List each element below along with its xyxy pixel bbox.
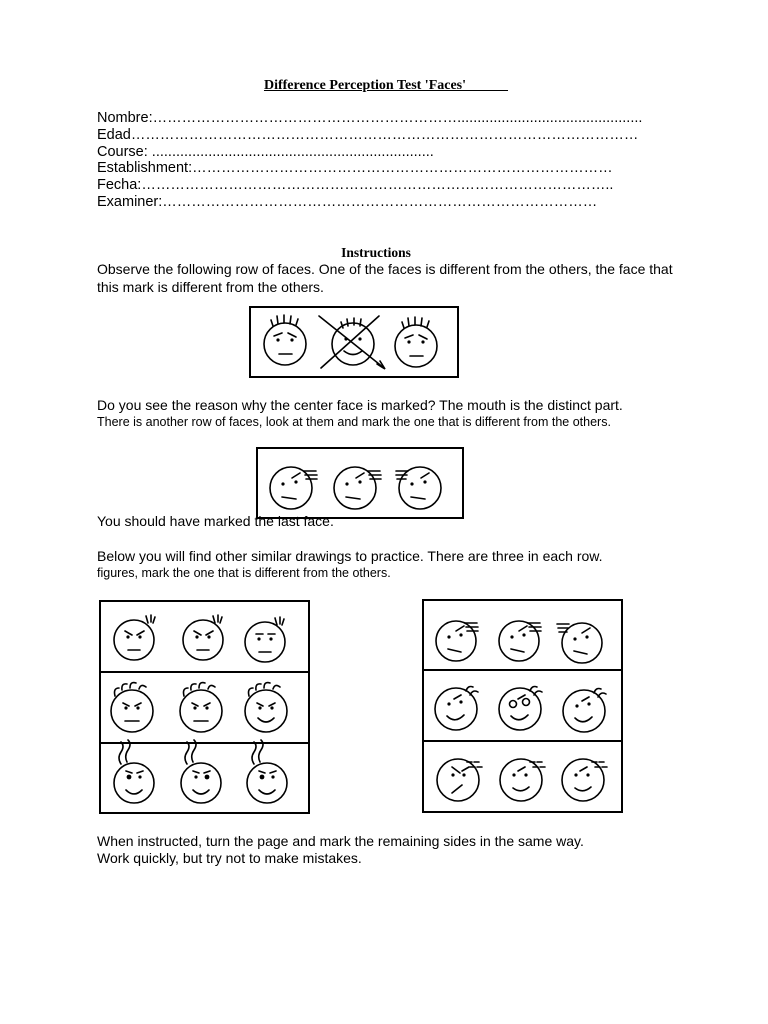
face-neutral-hair-3[interactable] bbox=[395, 317, 437, 367]
example-row-2 bbox=[256, 447, 464, 519]
face-left-r3-1[interactable] bbox=[114, 740, 154, 803]
field-edad[interactable]: Edad…………………………………………………………………………………………… bbox=[97, 126, 639, 143]
should-have-line: You should have marked the last face. bbox=[97, 513, 334, 529]
face-left-r3-2[interactable] bbox=[181, 740, 221, 803]
face-right-r2-1[interactable] bbox=[435, 687, 478, 731]
face-right-r3-3[interactable] bbox=[562, 759, 607, 801]
face-right-r2-2-different[interactable] bbox=[499, 687, 542, 731]
instruction-line-1: Observe the following row of faces. One of the faces is different from the others, the face that bbox=[97, 261, 673, 277]
instructions-heading: Instructions bbox=[341, 245, 411, 260]
face-left-r3-3[interactable] bbox=[247, 740, 287, 803]
another-row-line: There is another row of faces, look at them and mark the one that is different from the others. bbox=[97, 415, 611, 429]
page-title: Difference Perception Test 'Faces' bbox=[263, 78, 509, 93]
face-smiling-crossed[interactable] bbox=[319, 316, 385, 369]
instruction-line-2: this mark is different from the others. bbox=[97, 279, 324, 295]
face-left-r2-1[interactable] bbox=[111, 683, 153, 732]
face-example2-2[interactable] bbox=[334, 467, 381, 509]
field-fecha[interactable]: Fecha:…………………………………………………………………………………….. bbox=[97, 177, 614, 194]
reason-line: Do you see the reason why the center face is marked? The mouth is the distinct part. bbox=[97, 397, 623, 413]
face-right-r1-3-different[interactable] bbox=[557, 623, 602, 663]
face-right-r3-2[interactable] bbox=[500, 759, 545, 801]
field-examiner[interactable]: Examiner:……………………………………………………………………………… bbox=[97, 193, 598, 210]
face-left-r1-3-different[interactable] bbox=[245, 617, 285, 662]
work-quickly-line: Work quickly, but try not to make mistakes. bbox=[97, 850, 362, 866]
face-left-r2-2[interactable] bbox=[180, 683, 222, 732]
field-nombre[interactable]: Nombre:……………………………………………………….............................................. bbox=[97, 110, 643, 126]
field-course[interactable]: Course: ...................................................................... bbox=[97, 143, 434, 160]
below-line-2: figures, mark the one that is different from the others. bbox=[97, 566, 391, 580]
face-happy-hair-1[interactable] bbox=[264, 315, 306, 365]
example-row-1 bbox=[249, 306, 459, 378]
face-left-r1-1[interactable] bbox=[114, 615, 155, 660]
face-left-r2-3-different[interactable] bbox=[245, 683, 287, 732]
face-right-r1-2[interactable] bbox=[499, 621, 541, 661]
face-right-r1-1[interactable] bbox=[436, 621, 478, 661]
face-right-r3-1[interactable] bbox=[437, 759, 482, 801]
when-instructed-line: When instructed, turn the page and mark the remaining sides in the same way. bbox=[97, 833, 584, 849]
face-example2-3-different[interactable] bbox=[396, 467, 441, 509]
field-establishment[interactable]: Establishment:…………………………………………………………………………… bbox=[97, 160, 613, 177]
face-left-r1-2[interactable] bbox=[183, 615, 223, 660]
practice-grid-right bbox=[422, 599, 623, 813]
face-right-r2-3[interactable] bbox=[563, 689, 606, 733]
below-line-1: Below you will find other similar drawings to practice. There are three in each row. bbox=[97, 548, 603, 564]
practice-grid-left bbox=[99, 600, 310, 814]
form-fields bbox=[97, 110, 642, 211]
face-example2-1[interactable] bbox=[270, 467, 317, 509]
